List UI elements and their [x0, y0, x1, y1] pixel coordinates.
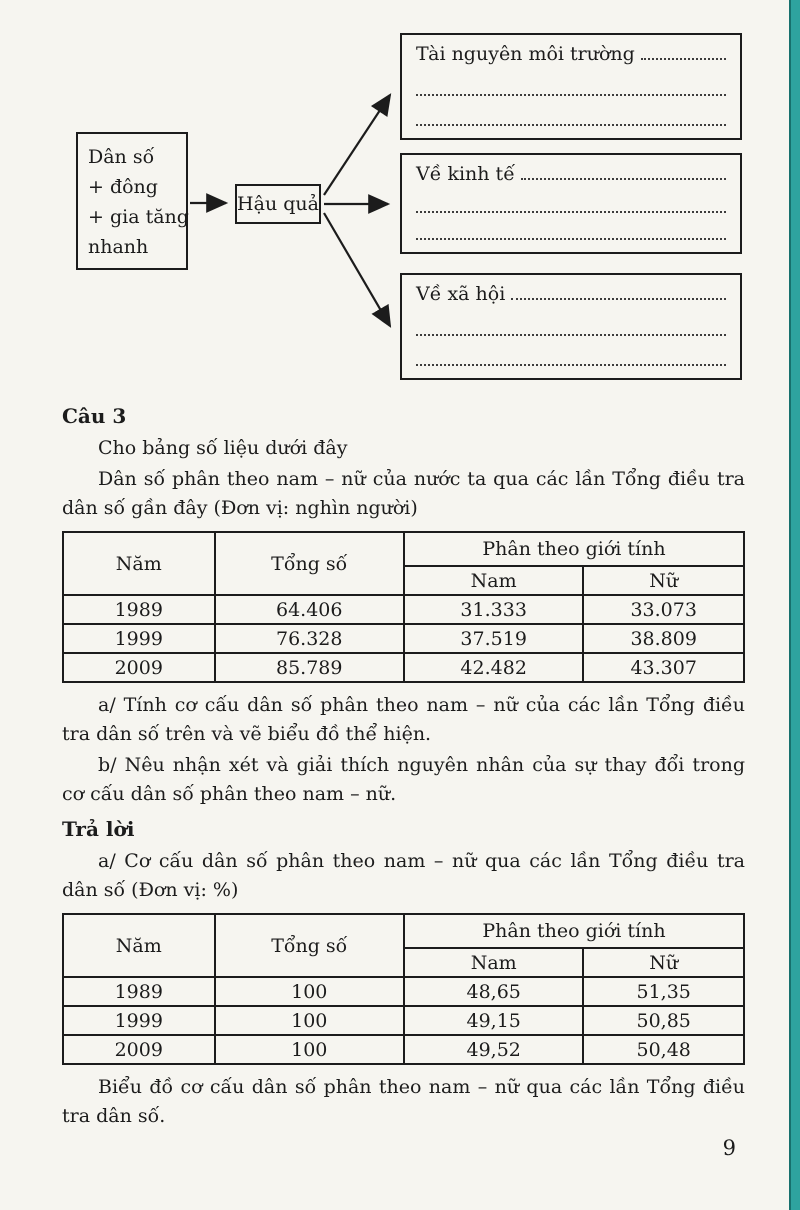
- chart-caption: Biểu đồ cơ cấu dân số phân theo nam – nữ qua các lần Tổng điều tra dân số.: [62, 1076, 745, 1127]
- table-row: [63, 1006, 744, 1035]
- header-total: Tổng số: [215, 914, 404, 977]
- header-male: Nam: [404, 566, 583, 595]
- effect-label: Về xã hội: [416, 283, 506, 305]
- header-total: Tổng số: [215, 532, 404, 595]
- table-cell: 76.328: [215, 624, 404, 653]
- question-part-b: b/ Nêu nhận xét và giải thích nguyên nhân của sự thay đổi trong cơ cấu dân số phân theo nam – nữ.: [62, 754, 745, 805]
- table-row: [63, 595, 744, 624]
- table-row: [63, 977, 744, 1006]
- table-cell: 100: [215, 1006, 404, 1035]
- population-table-absolute: [62, 531, 745, 683]
- table-cell: 37.519: [404, 624, 583, 653]
- question-part-a: a/ Tính cơ cấu dân số phân theo nam – nữ của các lần Tổng điều tra dân số trên và vẽ biểu đồ thể hiện.: [62, 694, 745, 745]
- table-row: [63, 1035, 744, 1064]
- table-cell: 1989: [63, 977, 215, 1006]
- header-female: Nữ: [583, 948, 744, 977]
- hub-label: Hậu quả: [237, 193, 319, 215]
- table-cell: 100: [215, 977, 404, 1006]
- diagram-arrows: [0, 0, 800, 400]
- cause-line: Dân số: [88, 146, 155, 168]
- table-cell: 1999: [63, 624, 215, 653]
- cause-line: nhanh: [88, 236, 149, 258]
- answer-part-a: a/ Cơ cấu dân số phân theo nam – nữ qua các lần Tổng điều tra dân số (Đơn vị: %): [62, 850, 745, 901]
- question-intro: Cho bảng số liệu dưới đây: [98, 437, 348, 459]
- table-cell: 33.073: [583, 595, 744, 624]
- header-year: Năm: [63, 532, 215, 595]
- table-cell: 38.809: [583, 624, 744, 653]
- header-male: Nam: [404, 948, 583, 977]
- table-cell: 100: [215, 1035, 404, 1064]
- page-content: [0, 404, 800, 1131]
- table-cell: 2009: [63, 653, 215, 682]
- table-cell: 64.406: [215, 595, 404, 624]
- table-cell: 48,65: [404, 977, 583, 1006]
- answer-heading: Trả lời: [62, 817, 135, 841]
- table-cell: 49,15: [404, 1006, 583, 1035]
- effect-label: Tài nguyên môi trường: [416, 43, 635, 65]
- table-cell: 1999: [63, 1006, 215, 1035]
- header-female: Nữ: [583, 566, 744, 595]
- table-cell: 50,48: [583, 1035, 744, 1064]
- table-cell: 85.789: [215, 653, 404, 682]
- table-row: [63, 653, 744, 682]
- page-number: 9: [722, 1136, 736, 1160]
- table-cell: 50,85: [583, 1006, 744, 1035]
- cause-line: + gia tăng: [88, 206, 189, 228]
- table-cell: 1989: [63, 595, 215, 624]
- population-table-percent: [62, 913, 745, 1065]
- table-row: [63, 624, 744, 653]
- population-consequence-diagram: [0, 0, 800, 400]
- cause-line: + đông: [88, 176, 158, 198]
- table-cell: 42.482: [404, 653, 583, 682]
- table-cell: 2009: [63, 1035, 215, 1064]
- header-by-sex: Phân theo giới tính: [404, 532, 744, 566]
- effect-label: Về kinh tế: [416, 163, 515, 185]
- question-heading: Câu 3: [62, 404, 127, 428]
- table-cell: 51,35: [583, 977, 744, 1006]
- table-cell: 49,52: [404, 1035, 583, 1064]
- page-edge-strip: [789, 0, 800, 1210]
- question-description: Dân số phân theo nam – nữ của nước ta qua các lần Tổng điều tra dân số gần đây (Đơn vị: nghìn người): [62, 468, 745, 519]
- header-year: Năm: [63, 914, 215, 977]
- table-cell: 31.333: [404, 595, 583, 624]
- table-cell: 43.307: [583, 653, 744, 682]
- header-by-sex: Phân theo giới tính: [404, 914, 744, 948]
